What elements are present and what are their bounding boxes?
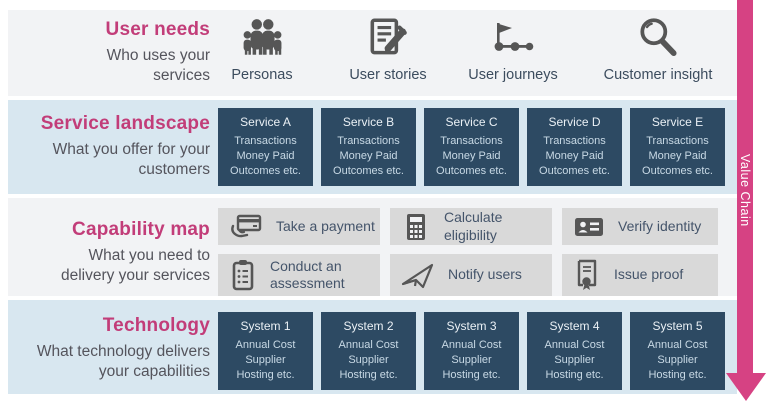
capability-map-subtitle: What you need to delivery your services: [60, 247, 210, 285]
capability-map-row: [8, 198, 737, 296]
service-landscape-row: [8, 100, 737, 194]
system-box-1: System 1 Annual Cost Supplier Hosting etc.: [218, 312, 313, 390]
service-landscape-title: Service landscape: [40, 113, 210, 134]
service-box-c: Service C Transactions Money Paid Outcomes etc.: [424, 108, 519, 186]
system-box-3: System 3 Annual Cost Supplier Hosting etc.: [424, 312, 519, 390]
capability-map-header: [14, 219, 210, 286]
technology-subtitle: What technology delivers your capabilities: [36, 343, 210, 381]
user-needs-header: [14, 19, 210, 86]
system-box-2: System 2 Annual Cost Supplier Hosting etc.: [321, 312, 416, 390]
user-needs-item-user-journeys: [448, 13, 578, 83]
user-needs-subtitle: Who uses your services: [106, 47, 210, 85]
user-needs-row: [8, 10, 737, 96]
user-needs-title: User needs: [105, 19, 210, 40]
capability-conduct-assessment: Conduct an assessment: [218, 254, 380, 296]
service-box-a: Service A Transactions Money Paid Outcomes etc.: [218, 108, 313, 186]
technology-title: Technology: [102, 315, 210, 336]
capability-issue-proof: Issue proof: [562, 254, 718, 296]
user-journeys-label: User journeys: [468, 67, 558, 83]
user-stories-label: User stories: [349, 67, 427, 83]
service-landscape-subtitle: What you offer for your customers: [52, 141, 210, 179]
system-box-5: System 5 Annual Cost Supplier Hosting etc.: [630, 312, 725, 390]
user-needs-item-customer-insight: [593, 13, 723, 83]
personas-label: Personas: [231, 67, 293, 83]
capability-notify-users: Notify users: [390, 254, 552, 296]
service-box-e: Service E Transactions Money Paid Outcomes etc.: [630, 108, 725, 186]
customer-insight-label: Customer insight: [603, 67, 713, 83]
service-box-d: Service D Transactions Money Paid Outcomes etc.: [527, 108, 622, 186]
take-a-payment-icon: [229, 212, 263, 242]
capability-take-a-payment: Take a payment: [218, 208, 380, 245]
technology-header: [14, 315, 210, 382]
conduct-assessment-icon: [229, 258, 257, 292]
service-landscape-header: [14, 113, 210, 180]
capability-verify-identity: Verify identity: [562, 208, 718, 245]
notify-users-icon: [401, 260, 435, 290]
issue-proof-icon: [573, 258, 601, 292]
calculate-eligibility-icon: [401, 212, 431, 242]
system-box-4: System 4 Annual Cost Supplier Hosting etc.: [527, 312, 622, 390]
technology-row: [8, 300, 737, 394]
value-chain-arrowhead-icon: [726, 373, 766, 401]
user-needs-item-personas: [197, 13, 327, 83]
user-needs-item-user-stories: [323, 13, 453, 83]
capability-calculate-eligibility: Calculate eligibility: [390, 208, 552, 245]
value-chain-label: Value Chain: [738, 154, 752, 227]
user-stories-icon: [365, 13, 411, 63]
customer-insight-icon: [635, 13, 681, 63]
verify-identity-icon: [573, 212, 605, 242]
service-box-b: Service B Transactions Money Paid Outcomes etc.: [321, 108, 416, 186]
personas-icon: [239, 13, 285, 63]
capability-map-title: Capability map: [72, 219, 210, 240]
user-journeys-icon: [488, 13, 538, 63]
